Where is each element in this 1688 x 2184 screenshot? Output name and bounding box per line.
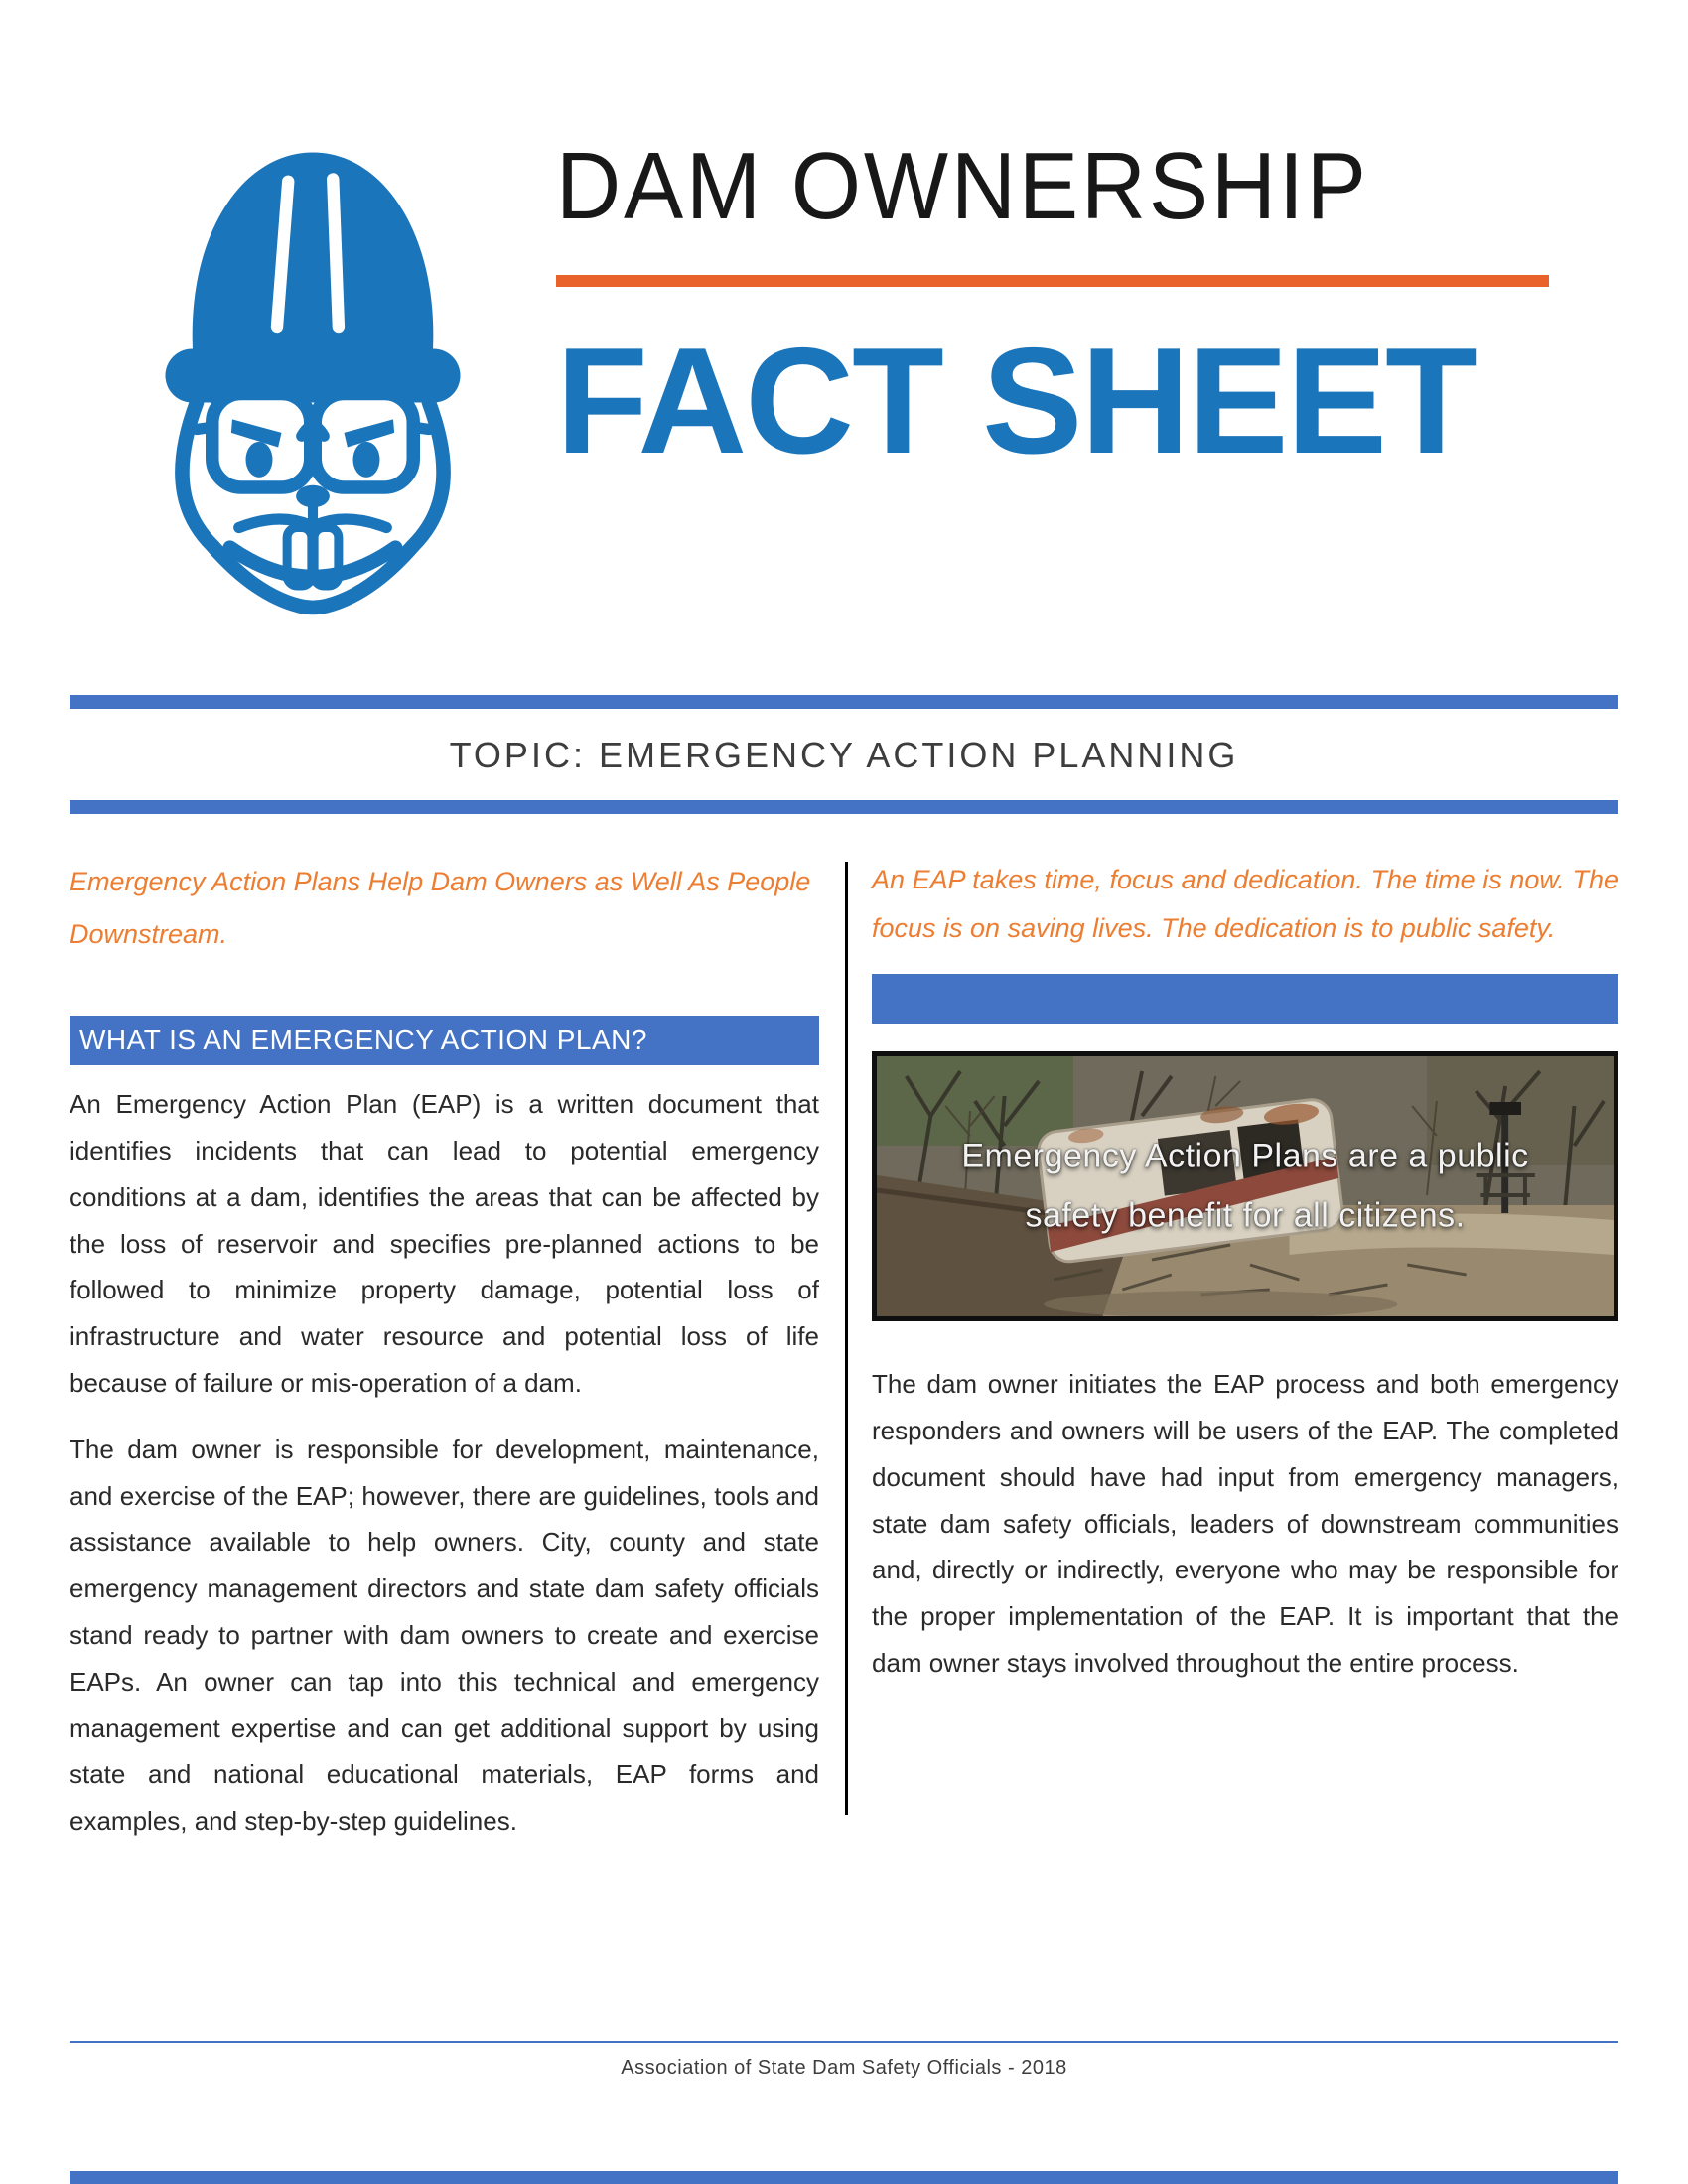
- right-paragraph: The dam owner initiates the EAP process and both emergency responders and owners will be users of the EAP. The completed document should have had input from emergency managers, state dam safety officials, leaders of downstream communities and, directly or indirectly, everyone who may be responsible for the proper implementation of the EAP. It is important that the dam owner stays involved throughout the entire process.: [872, 1369, 1618, 1678]
- column-divider-line: [845, 862, 848, 1815]
- page-title-fact-sheet: FACT SHEET: [556, 317, 1476, 485]
- left-paragraph-2: The dam owner is responsible for development, maintenance, and exercise of the EAP; however, there are guidelines, tools and assistance available to help owners. City, county and state emergency management directors and state dam safety officials stand ready to partner with dam owners to create and exercise EAPs. An owner can tap into this technical and emergency management expertise and can get additional support by using state and national educational materials, EAP forms and examples, and step-by-step guidelines.: [70, 1433, 819, 1837]
- topic-bar-bottom: [70, 800, 1618, 814]
- photo-caption: Emergency Action Plans are a public safety benefit for all citizens.: [961, 1137, 1529, 1235]
- orange-divider-rule: [556, 275, 1549, 287]
- right-lead-text: An EAP takes time, focus and dedication. The time is now. The focus is on saving lives. The dedication is to public safety.: [872, 865, 1618, 943]
- left-paragraph-1: An Emergency Action Plan (EAP) is a written document that identifies incidents that can lead to potential emergency conditions at a dam, identifies the areas that can be affected by the loss of reservoir and specifies pre-planned actions to be followed to minimize property damage, potential loss of infrastructure and water resource and potential loss of life because of failure or mis-operation of a dam.: [70, 1089, 819, 1399]
- masthead: [0, 0, 1688, 635]
- left-lead-text: Emergency Action Plans Help Dam Owners as Well As People Downstream.: [70, 867, 811, 949]
- footer-text: Association of State Dam Safety Officials - 2018: [621, 2057, 1067, 2079]
- footer-divider-line: [70, 2041, 1618, 2043]
- section-header-what-is-an-eap: [70, 1016, 819, 1065]
- beaver-hardhat-icon: [114, 94, 511, 635]
- page-title-dam-ownership: DAM OWNERSHIP: [556, 133, 1369, 239]
- right-accent-bar: [872, 974, 1618, 1024]
- flood-damage-photo: [872, 1051, 1618, 1321]
- right-column: [872, 856, 1618, 1864]
- topic-banner: [70, 695, 1618, 814]
- section-header-label: WHAT IS AN EMERGENCY ACTION PLAN?: [79, 1024, 647, 1056]
- masthead-titles: [556, 132, 1549, 635]
- content-columns: [70, 856, 1618, 1864]
- footer-bottom-bar: [70, 2171, 1618, 2184]
- left-column: [70, 856, 819, 1864]
- topic-heading: TOPIC: EMERGENCY ACTION PLANNING: [449, 735, 1239, 775]
- topic-bar-top: [70, 695, 1618, 709]
